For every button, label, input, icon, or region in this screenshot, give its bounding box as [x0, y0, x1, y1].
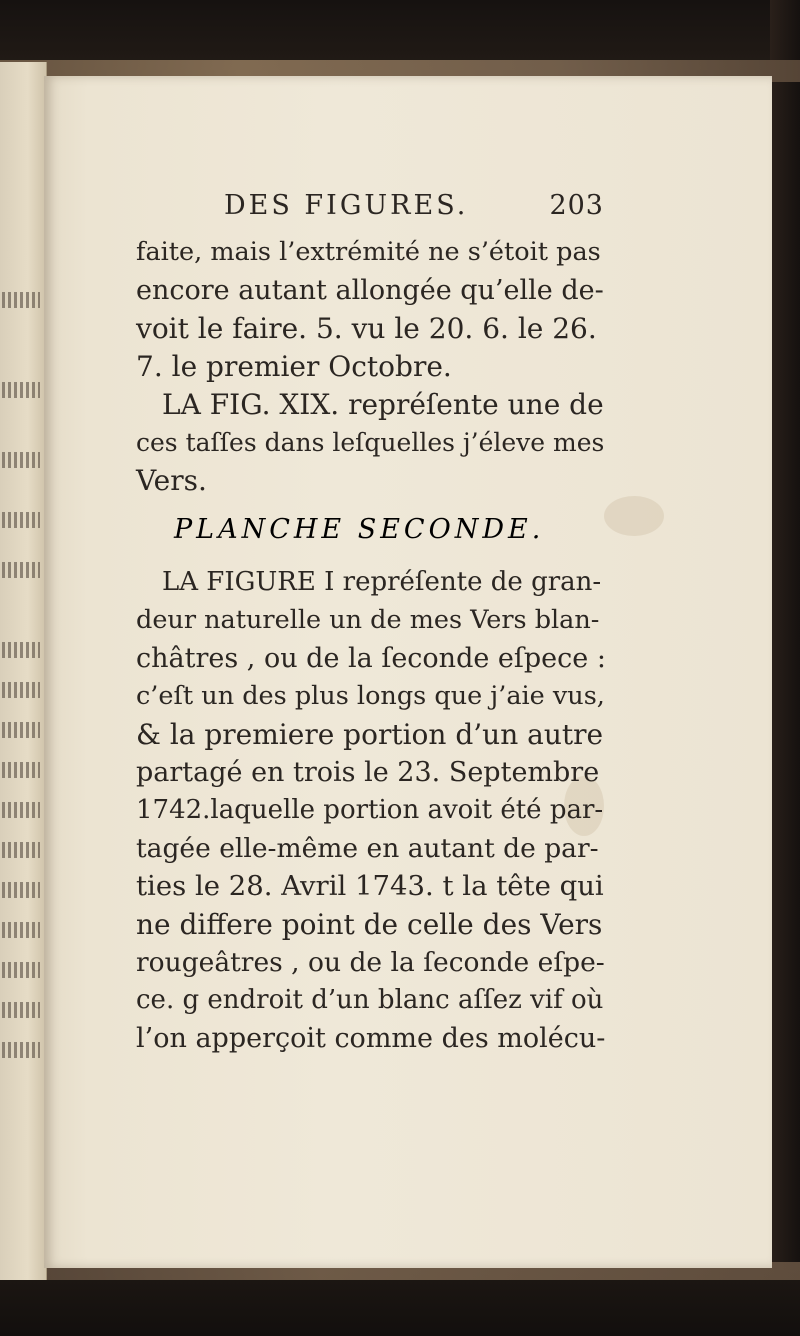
plate-heading: PLANCHE SECONDE.	[174, 514, 545, 545]
text-line: LA FIGURE I repréſente de gran-	[162, 567, 602, 597]
page-number: 203	[549, 190, 604, 221]
bleed-through-text	[2, 642, 40, 658]
text-line: LA FIG. XIX. repréſente une de	[162, 388, 604, 421]
bleed-through-text	[2, 962, 40, 978]
bleed-through-text	[2, 292, 40, 308]
text-line: ce. g endroit d’un blanc aſſez vif où	[136, 985, 604, 1015]
text-line: faite, mais l’extrémité ne s’étoit pas	[136, 237, 601, 267]
text-line: voit le faire. 5. vu le 20. 6. le 26.	[136, 312, 597, 345]
text-line: ties le 28. Avril 1743. t la tête qui	[136, 870, 604, 902]
text-line: c’eſt un des plus longs que j’aie vus,	[136, 681, 605, 711]
text-line: rougeâtres , ou de la ſeconde eſpe-	[136, 947, 605, 978]
bleed-through-text	[2, 382, 40, 398]
text-line: châtres , ou de la ſeconde eſpece :	[136, 643, 606, 674]
text-line: encore autant allongée qu’elle de-	[136, 275, 604, 306]
text-line: 1742.laquelle portion avoit été par-	[136, 795, 604, 825]
bleed-through-text	[2, 1002, 40, 1018]
running-header	[224, 190, 604, 221]
text-line: Vers.	[136, 464, 207, 497]
bleed-through-text	[2, 452, 40, 468]
bleed-through-text	[2, 762, 40, 778]
bleed-through-text	[2, 722, 40, 738]
bleed-through-text	[2, 512, 40, 528]
bleed-through-text	[2, 682, 40, 698]
bleed-through-text	[2, 922, 40, 938]
bleed-through-text	[2, 842, 40, 858]
text-line: ces taſſes dans leſquelles j’éleve mes	[136, 428, 605, 457]
text-line: partagé en trois le 23. Septembre	[136, 757, 600, 788]
running-title: DES FIGURES.	[224, 190, 469, 221]
previous-page-edge	[0, 62, 47, 1280]
paper-stain	[604, 496, 664, 536]
bleed-through-text	[2, 562, 40, 578]
book-page	[44, 76, 772, 1268]
bleed-through-text	[2, 1042, 40, 1058]
text-line: ne differe point de celle des Vers	[136, 908, 603, 941]
text-line: tagée elle-même en autant de par-	[136, 833, 599, 864]
background-right	[770, 0, 800, 1336]
text-line: 7. le premier Octobre.	[136, 350, 452, 383]
text-line: & la premiere portion d’un autre	[136, 718, 604, 751]
text-line: deur naturelle un de mes Vers blan-	[136, 605, 600, 635]
text-line: l’on apperçoit comme des molécu-	[136, 1023, 606, 1054]
bleed-through-text	[2, 882, 40, 898]
bleed-through-text	[2, 802, 40, 818]
